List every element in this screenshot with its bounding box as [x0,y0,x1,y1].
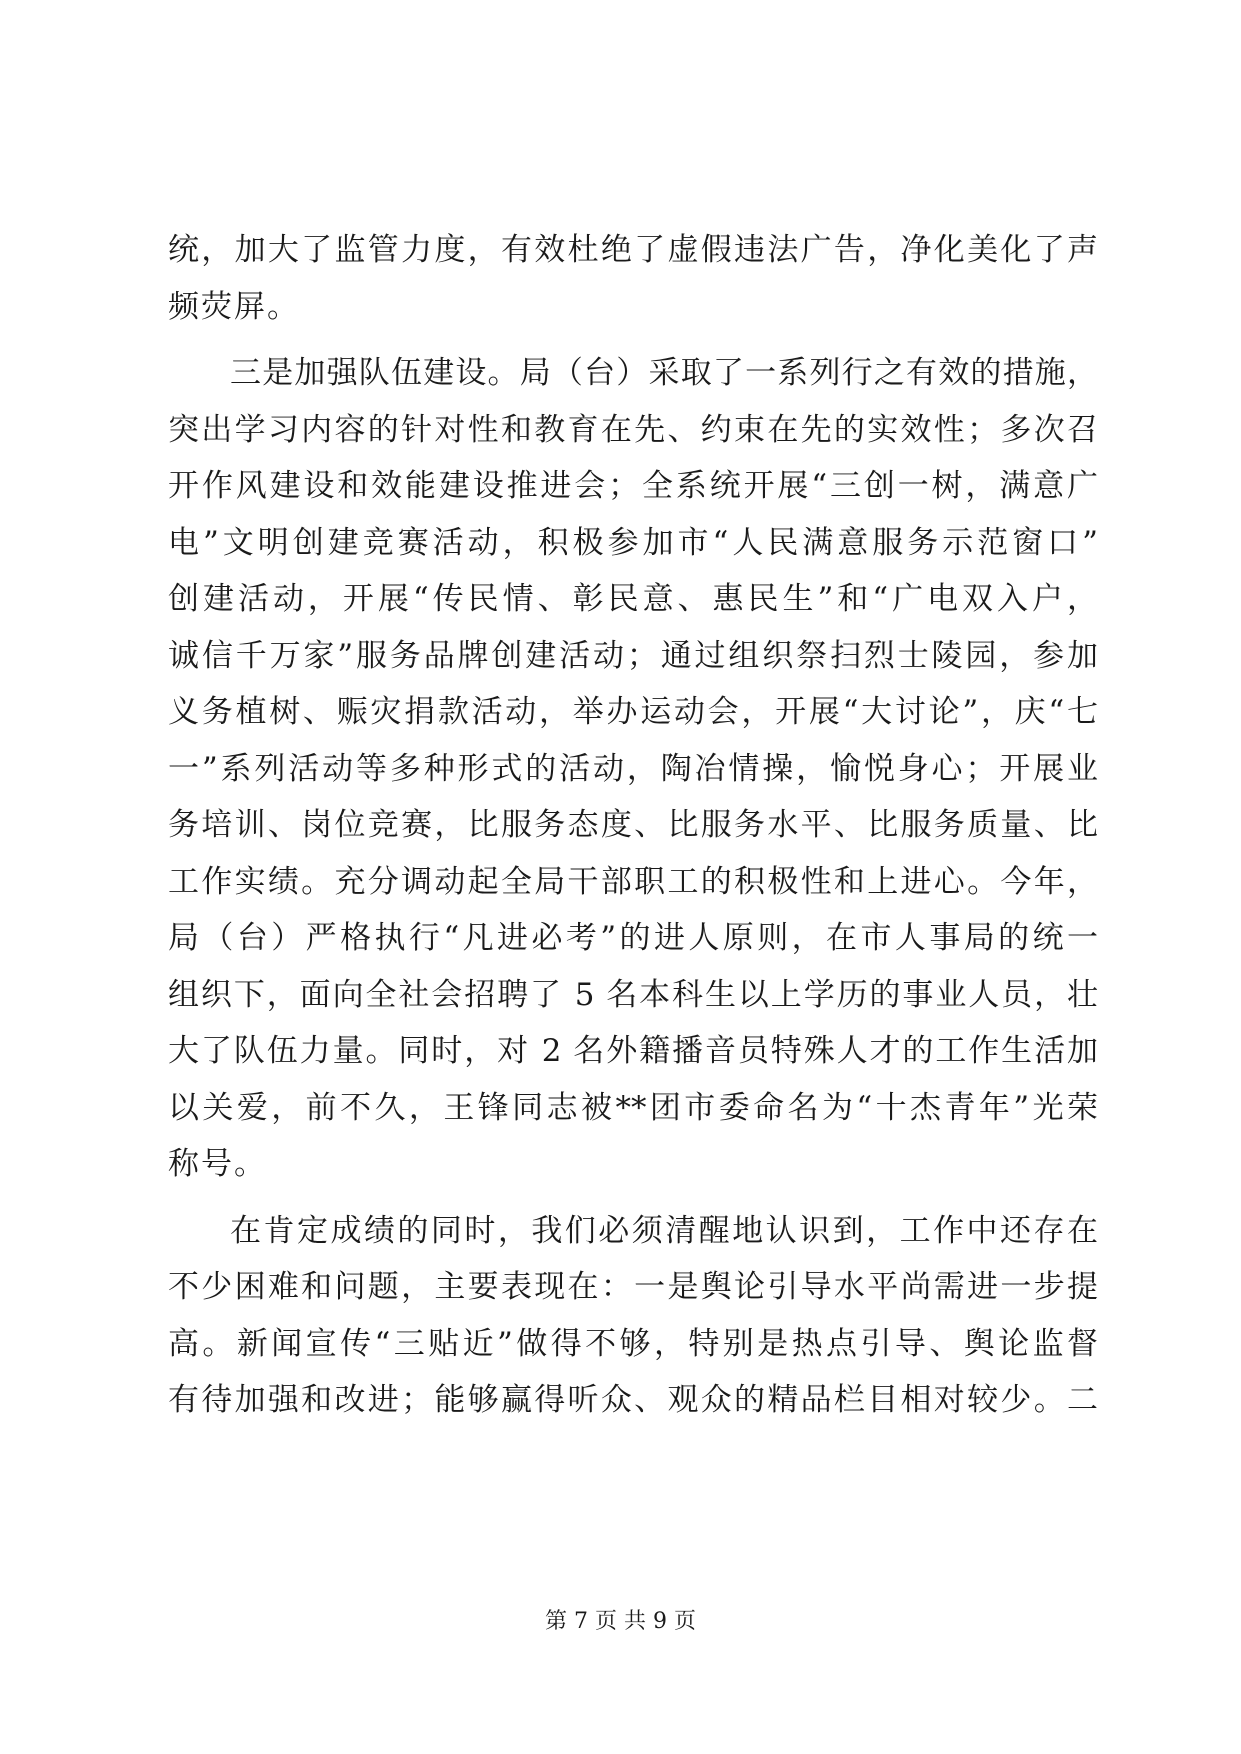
text-line: 有待加强和改进；能够赢得听众、观众的精品栏目相对较少。二 [168,1382,1098,1418]
text-line: 电”文明创建竞赛活动，积极参加市“人民满意服务示范窗口” [168,524,1098,561]
text-line: 义务植树、赈灾捐款活动，举办运动会，开展“大讨论”，庆“七 [168,694,1098,730]
text-line: 高。新闻宣传“三贴近”做得不够，特别是热点引导、舆论监督 [168,1325,1098,1362]
text-line: 统，加大了监管力度，有效杜绝了虚假违法广告，净化美化了声 [168,232,1098,268]
text-line: 频荧屏。 [168,288,300,325]
text-line: 不少困难和问题，主要表现在：一是舆论引导水平尚需进一步提 [168,1269,1098,1305]
text-line: 开作风建设和效能建设推进会；全系统开展“三创一树，满意广 [168,468,1098,504]
text-line: 组织下，面向全社会招聘了 5 名本科生以上学历的事业人员，壮 [168,976,1098,1013]
text-line: 以关爱，前不久，王锋同志被**团市委命名为“十杰青年”光荣 [168,1089,1098,1126]
text-line: 务培训、岗位竞赛，比服务态度、比服务水平、比服务质量、比 [168,807,1098,843]
document-body [168,222,1098,1429]
text-line: 工作实绩。充分调动起全局干部职工的积极性和上进心。今年， [168,863,1098,900]
text-line: 创建活动，开展“传民情、彰民意、惠民生”和“广电双入户， [168,581,1098,617]
text-line: 三是加强队伍建设。局（台）采取了一系列行之有效的措施， [230,355,1098,391]
text-line: 大了队伍力量。同时，对 2 名外籍播音员特殊人才的工作生活加 [168,1033,1098,1069]
text-line: 诚信千万家”服务品牌创建活动；通过组织祭扫烈士陵园，参加 [168,637,1098,674]
text-line: 局（台）严格执行“凡进必考”的进人原则，在市人事局的统一 [168,920,1098,956]
text-line: 在肯定成绩的同时，我们必须清醒地认识到，工作中还存在 [230,1212,1098,1249]
text-line: 一”系列活动等多种形式的活动，陶冶情操，愉悦身心；开展业 [168,750,1098,787]
text-line: 突出学习内容的针对性和教育在先、约束在先的实效性；多次召 [168,411,1098,448]
page-number-footer: 第 7 页 共 9 页 [545,1609,696,1634]
text-line: 称号。 [168,1146,267,1182]
